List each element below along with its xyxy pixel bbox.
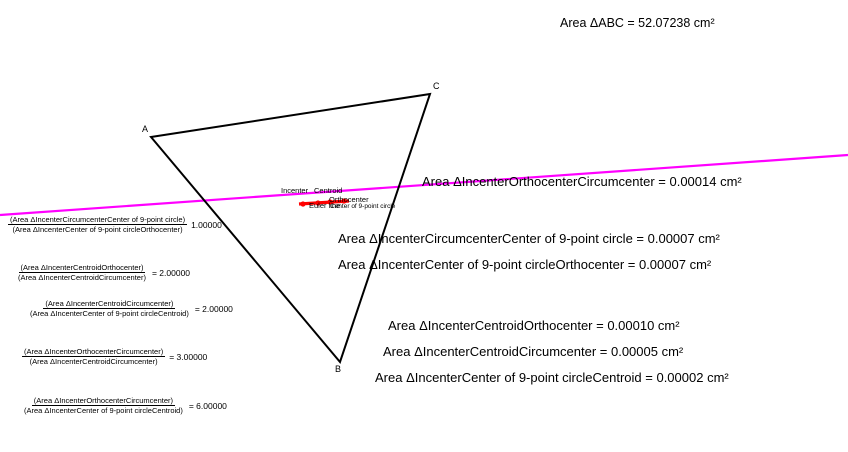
area-incenter-centroid-circumcenter: Area ΔIncenterCentroidCircumcenter = 0.00005 cm² bbox=[383, 344, 684, 359]
ratio-value-5: = 6.00000 bbox=[188, 400, 227, 411]
area-incenter-center9-centroid: Area ΔIncenterCenter of 9-point circleCentroid = 0.00002 cm² bbox=[375, 370, 729, 385]
ratio-denominator-4: (Area ΔIncenterCentroidCircumcenter) bbox=[29, 357, 158, 367]
area-incenter-centroid-orthocenter: Area ΔIncenterCentroidOrthocenter = 0.00010 cm² bbox=[388, 318, 680, 333]
ratio-numerator-3: (Area ΔIncenterCentroidCircumcenter) bbox=[45, 299, 174, 308]
ratio-numerator-2: (Area ΔIncenterCentroidOrthocenter) bbox=[20, 263, 144, 272]
ratio-fraction-5 bbox=[22, 396, 185, 416]
ratio-fraction-1 bbox=[8, 215, 187, 235]
ratio-row-4 bbox=[22, 347, 207, 367]
ratio-fraction-4 bbox=[22, 347, 165, 367]
ratio-row-2 bbox=[16, 263, 190, 283]
centroid-label: Centroid bbox=[314, 186, 343, 195]
area-incenter-circumcenter-center9: Area ΔIncenterCircumcenterCenter of 9-point circle = 0.00007 cm² bbox=[338, 231, 720, 246]
ratio-value-3: = 2.00000 bbox=[194, 303, 233, 314]
ratio-row-3 bbox=[28, 299, 233, 319]
ratio-row-5 bbox=[22, 396, 227, 416]
area-triangle-abc-label: Area ΔABC = 52.07238 cm² bbox=[560, 16, 715, 30]
vertex-label-c: C bbox=[433, 81, 440, 91]
area-incenter-orthocenter-circumcenter: Area ΔIncenterOrthocenterCircumcenter = 0.00014 cm² bbox=[422, 174, 742, 189]
ratio-denominator-2: (Area ΔIncenterCentroidCircumcenter) bbox=[18, 273, 146, 283]
ratio-fraction-2 bbox=[16, 263, 148, 283]
euler-line-label: Euler line bbox=[309, 201, 341, 210]
center-of-9-point-circle-label: Center of 9-point circle bbox=[330, 203, 396, 210]
ratio-value-4: = 3.00000 bbox=[169, 351, 208, 362]
vertex-label-a: A bbox=[142, 124, 149, 134]
ratio-value-2: = 2.00000 bbox=[151, 267, 191, 278]
ratio-numerator-1: (Area ΔIncenterCircumcenterCenter of 9-point circle) bbox=[10, 215, 186, 224]
ratio-value-1: 1.00000 bbox=[191, 219, 222, 230]
orthocenter-label: Orthocenter bbox=[329, 195, 369, 204]
area-incenter-center9-orthocenter: Area ΔIncenterCenter of 9-point circleOrthocenter = 0.00007 cm² bbox=[338, 257, 712, 272]
ratio-denominator-1: (Area ΔIncenterCenter of 9-point circleOrthocenter) bbox=[12, 225, 183, 235]
ratio-denominator-5: (Area ΔIncenterCenter of 9-point circleCentroid) bbox=[24, 406, 183, 416]
ratio-numerator-4: (Area ΔIncenterOrthocenterCircumcenter) bbox=[24, 347, 164, 356]
ratio-denominator-3: (Area ΔIncenterCenter of 9-point circleCentroid) bbox=[30, 309, 189, 319]
incenter-label: Incenter bbox=[281, 186, 309, 195]
ratio-numerator-5: (Area ΔIncenterOrthocenterCircumcenter) bbox=[33, 396, 174, 405]
ratio-fraction-3 bbox=[28, 299, 191, 319]
vertex-label-b: B bbox=[335, 364, 342, 374]
ratio-row-1 bbox=[8, 215, 222, 235]
